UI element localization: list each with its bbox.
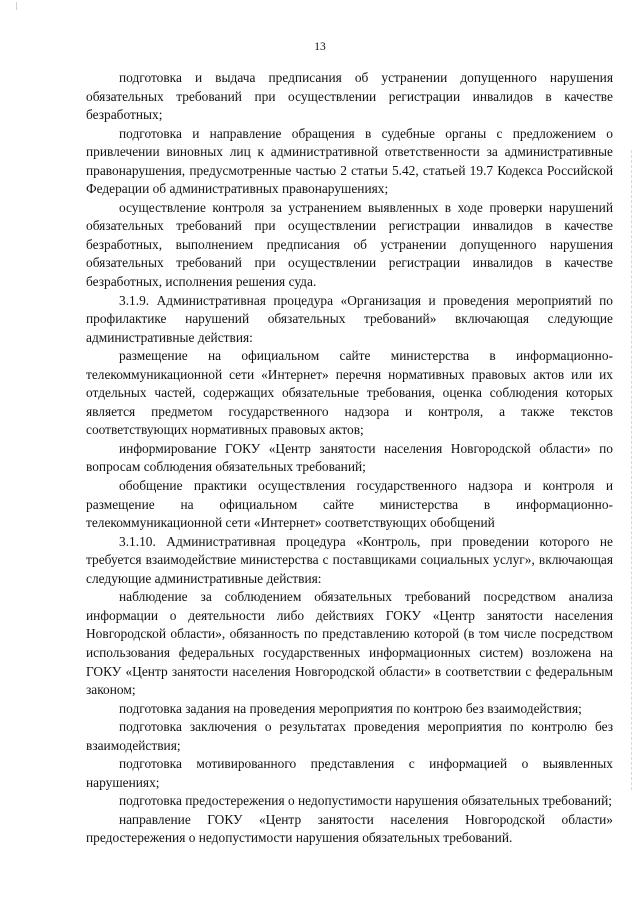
paragraph-14: направление ГОКУ «Центр занятости населения Новгородской области» предостережения о недопустимости нарушения обязательных требований.: [86, 811, 613, 846]
paragraph-10: подготовка задания на проведения мероприятия по контрою без взаимодействия;: [119, 700, 582, 716]
paragraph-5: размещение на официальном сайте министерства в информационно-телекоммуникационной сети «Интернет» перечня нормативных правовых актов или их отдельных частей, содержащих обязательные требования, оценка соблюдения которых является предметом государственного надзора и контроля, а также текстов соответствующих нормативных правовых актов;: [86, 348, 613, 438]
scan-mark: [16, 2, 17, 10]
paragraph-1: подготовка и выдача предписания об устранении допущенного нарушения обязательных требований при осуществлении регистрации инвалидов в качестве безработных;: [86, 70, 613, 123]
paragraph-3: осуществление контроля за устранением выявленных в ходе проверки нарушений обязательных требований при осуществлении регистрации инвалидов в качестве безработных, выполнением предписания об устранении допущенного нарушения обязательных требований при осуществлении регистрации инвалидов в качестве безработных, исполнения решения суда.: [86, 199, 613, 290]
section-3-1-9: 3.1.9. Административная процедура «Организация и проведения мероприятий по профилактике нарушений обязательных требований» включающая следующие административные действия:: [86, 292, 613, 345]
paragraph-11: подготовка заключения о результатах проведения мероприятия по контролю без взаимодействия;: [86, 719, 613, 753]
scan-edge: [630, 150, 632, 790]
paragraph-13: подготовка предостережения о недопустимости нарушения обязательных требований;: [119, 793, 612, 809]
paragraph-12: подготовка мотивированного представления с информацией о выявленных нарушениях;: [86, 756, 613, 790]
paragraph-9: наблюдение за соблюдением обязательных требований посредством анализа информации о деятельности либо действиях ГОКУ «Центр занятости населения Новгородской области», обязанность по представлению которой (в том числе посредством использования федеральных государственных информационных систем) возложена на ГОКУ «Центр занятости населения Новгородской области» в соответствии с федеральным законом;: [86, 589, 613, 698]
page-number: 13: [314, 41, 326, 53]
section-3-1-10: 3.1.10. Административная процедура «Контроль, при проведении которого не требуется взаимодействие министерства с поставщиками социальных услуг», включающая следующие административные действия:: [86, 533, 613, 586]
paragraph-6: информирование ГОКУ «Центр занятости населения Новгородской области» по вопросам соблюдения обязательных требований;: [86, 440, 613, 475]
document-body: [86, 69, 613, 848]
paragraph-7: обобщение практики осуществления государственного надзора и контроля и размещение на официальном сайте министерства в информационно-телекоммуникационной сети «Интернет» соответствующих обобщений: [86, 478, 613, 531]
paragraph-2: подготовка и направление обращения в судебные органы с предложением о привлечении виновных лиц к административной ответственности за административные правонарушения, предусмотренные частью 2 статьи 5.42, статьей 19.7 Кодекса Российской Федерации об административных правонарушениях;: [86, 125, 613, 197]
